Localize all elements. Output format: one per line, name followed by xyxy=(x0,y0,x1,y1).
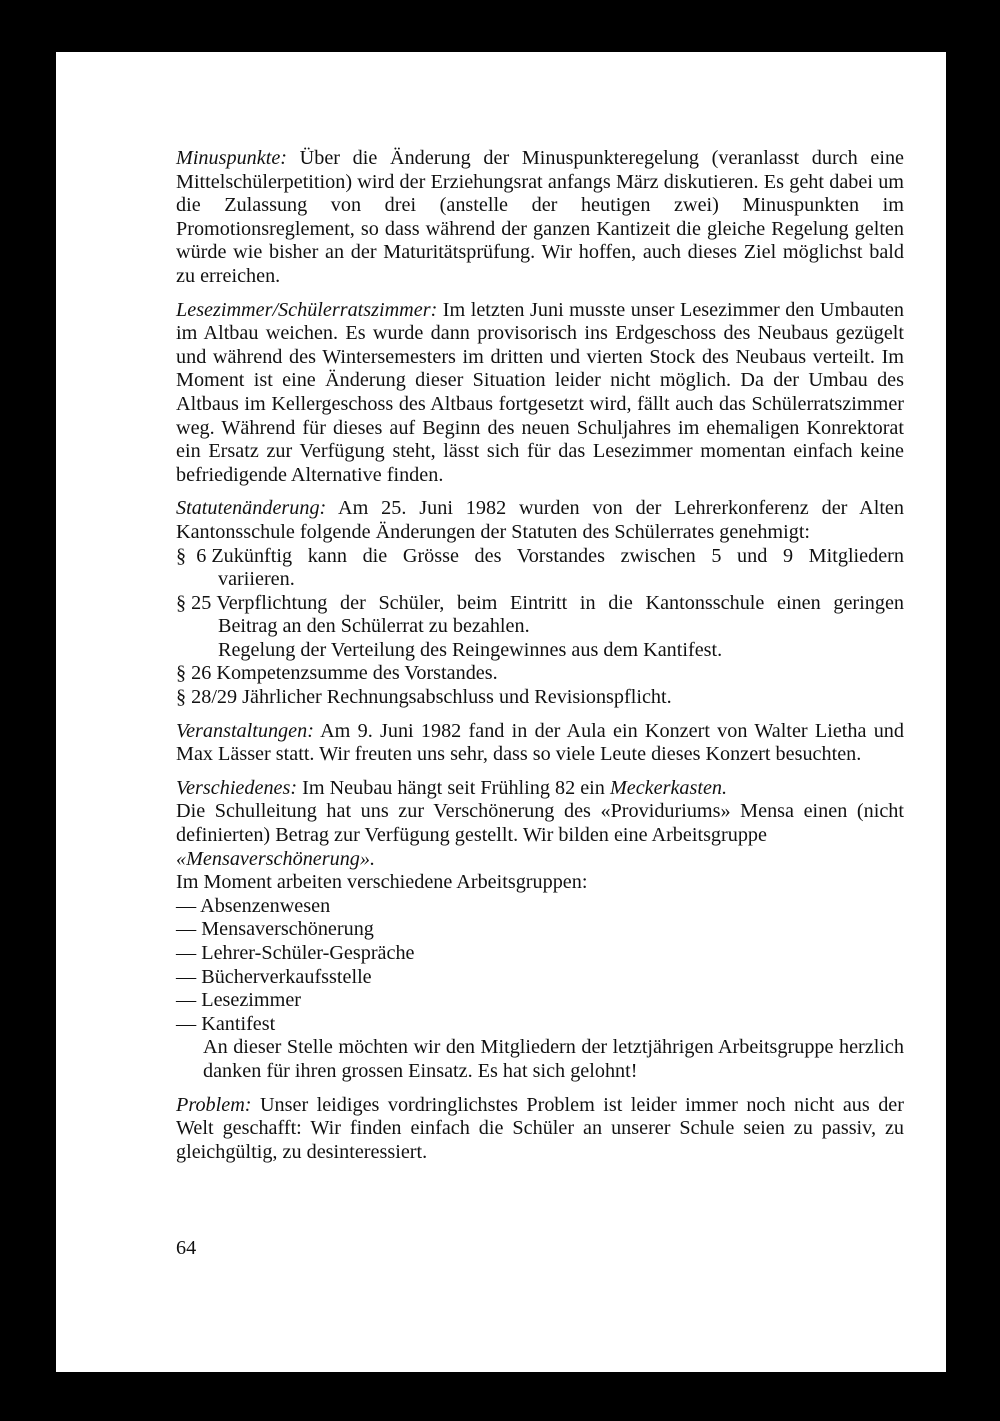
list-item: — Absenzenwesen xyxy=(176,894,331,917)
text-minuspunkte: Über die Änderung der Minuspunkteregelung (veranlasst durch eine Mittelschülerpetition) wird der Erziehungsrat anfangs März diskutieren. Es geht dabei um die Zulassung von drei (anstelle der heutigen zwei) Minuspunkten im Promotionsreglement, so dass während der ganzen Kantizeit die gleiche Regelung gelten würde wie bisher an der Maturitätsprüfung. Wir hoffen, auch dieses Ziel möglichst bald zu erreichen. xyxy=(176,147,904,287)
paragraph-lesezimmer xyxy=(176,299,904,488)
list-item: — Lesezimmer xyxy=(176,989,301,1012)
working-groups-list xyxy=(176,895,904,1037)
text-lesezimmer: Im letzten Juni musste unser Lesezimmer den Umbauten im Altbau weichen. Es wurde dann provisorisch ins Erdgeschoss des Neubaus gezügelt und während des Wintersemesters im dritten und vierten Stock des Neubaus verteilt. Im Moment ist eine Änderung dieser Situation leider nicht möglich. Da der Umbau des Altbaus im Kellergeschoss des Altbaus fortgesetzt wird, fällt auch das Schülerratszimmer weg. Während für dieses auf Beginn des neuen Schuljahres im ehemaligen Konrektorat ein Ersatz zur Verfügung steht, lässt sich für das Lesezimmer momentan einfach keine befriedigende Alternative finden. xyxy=(176,298,904,486)
list-item: — Bücherverkaufsstelle xyxy=(176,965,372,988)
statute-number: § 28/29 xyxy=(176,686,243,709)
statute-item-25 xyxy=(176,592,904,616)
heading-statuten: Statutenänderung: xyxy=(176,497,327,520)
section-statuten xyxy=(176,497,904,709)
text-verschiedenes: Im Neubau hängt seit Frühling 82 ein xyxy=(297,776,610,799)
section-verschiedenes xyxy=(176,777,904,1084)
statute-continuation-2: Regelung der Verteilung des Reingewinnes aus dem Kantifest. xyxy=(218,638,723,661)
statute-number: § 25 xyxy=(176,591,217,614)
heading-problem: Problem: xyxy=(176,1093,252,1116)
statute-item-28-29 xyxy=(176,686,904,710)
paragraph-problem xyxy=(176,1094,904,1165)
meckerkasten-term: Meckerkasten. xyxy=(609,776,728,799)
page-number: 64 xyxy=(176,1237,197,1259)
heading-veranstaltungen: Veranstaltungen: xyxy=(176,719,314,742)
statute-item-26 xyxy=(176,662,904,686)
heading-lesezimmer: Lesezimmer/Schülerratszimmer: xyxy=(176,298,438,321)
statute-continuation: Beitrag an den Schülerrat zu bezahlen. xyxy=(218,615,530,638)
list-item: — Mensaverschönerung xyxy=(176,918,374,941)
document-page xyxy=(56,52,946,1372)
text-statuten: Am 25. Juni 1982 wurden von der Lehrerkonferenz der Alten Kantonsschule folgende Änderungen der Statuten des Schülerrates genehmigt: xyxy=(176,497,904,543)
paragraph-veranstaltungen xyxy=(176,720,904,767)
statute-continuation: variieren. xyxy=(218,568,295,591)
list-item: — Kantifest xyxy=(176,1012,276,1035)
statute-text: Zukünftig kann die Grösse des Vorstandes zwischen 5 und 9 Mitgliedern xyxy=(211,544,904,567)
statute-number: § 26 xyxy=(176,662,217,685)
paragraph-statuten xyxy=(176,497,904,544)
statute-text: Jährlicher Rechnungsabschluss und Revisionspflicht. xyxy=(242,686,672,709)
text-problem: Unser leidiges vordringlichstes Problem ist leider immer noch nicht aus der Welt geschafft: Wir finden einfach die Schüler an unserer Schule seien zu passiv, zu gleichgültig, zu desinteressiert. xyxy=(176,1093,904,1163)
verschiedenes-paragraph xyxy=(176,800,904,847)
statute-item-6 xyxy=(176,545,904,569)
statute-number: § 6 xyxy=(176,544,212,567)
heading-verschiedenes: Verschiedenes: xyxy=(176,776,298,799)
paragraph-minuspunkte xyxy=(176,147,904,289)
mensa-term: «Mensaverschönerung». xyxy=(176,847,376,870)
text-veranstaltungen: Am 9. Juni 1982 fand in der Aula ein Konzert von Walter Lietha und Max Lässer statt. Wir freuten uns sehr, dass so viele Leute dieses Konzert besuchten. xyxy=(176,719,904,766)
statute-text: Verpflichtung der Schüler, beim Eintritt in die Kantonsschule einen geringen xyxy=(216,591,904,614)
list-item: — Lehrer-Schüler-Gespräche xyxy=(176,942,415,964)
text-schulleitung: Die Schulleitung hat uns zur Verschönerung des «Providuriums» Mensa einen (nicht definierten) Betrag zur Verfügung gestellt. Wir bilden eine Arbeitsgruppe xyxy=(176,800,904,847)
statute-text: Kompetenzsumme des Vorstandes. xyxy=(216,662,498,685)
groups-intro: Im Moment arbeiten verschiedene Arbeitsgruppen: xyxy=(176,871,588,894)
verschiedenes-line-1 xyxy=(176,777,904,801)
page-content xyxy=(176,147,904,1174)
heading-minuspunkte: Minuspunkte: xyxy=(176,147,288,169)
thanks-text: An dieser Stelle möchten wir den Mitgliedern der letztjährigen Arbeitsgruppe herzlich danken für ihren grossen Einsatz. Es hat sich gelohnt! xyxy=(203,1036,904,1082)
